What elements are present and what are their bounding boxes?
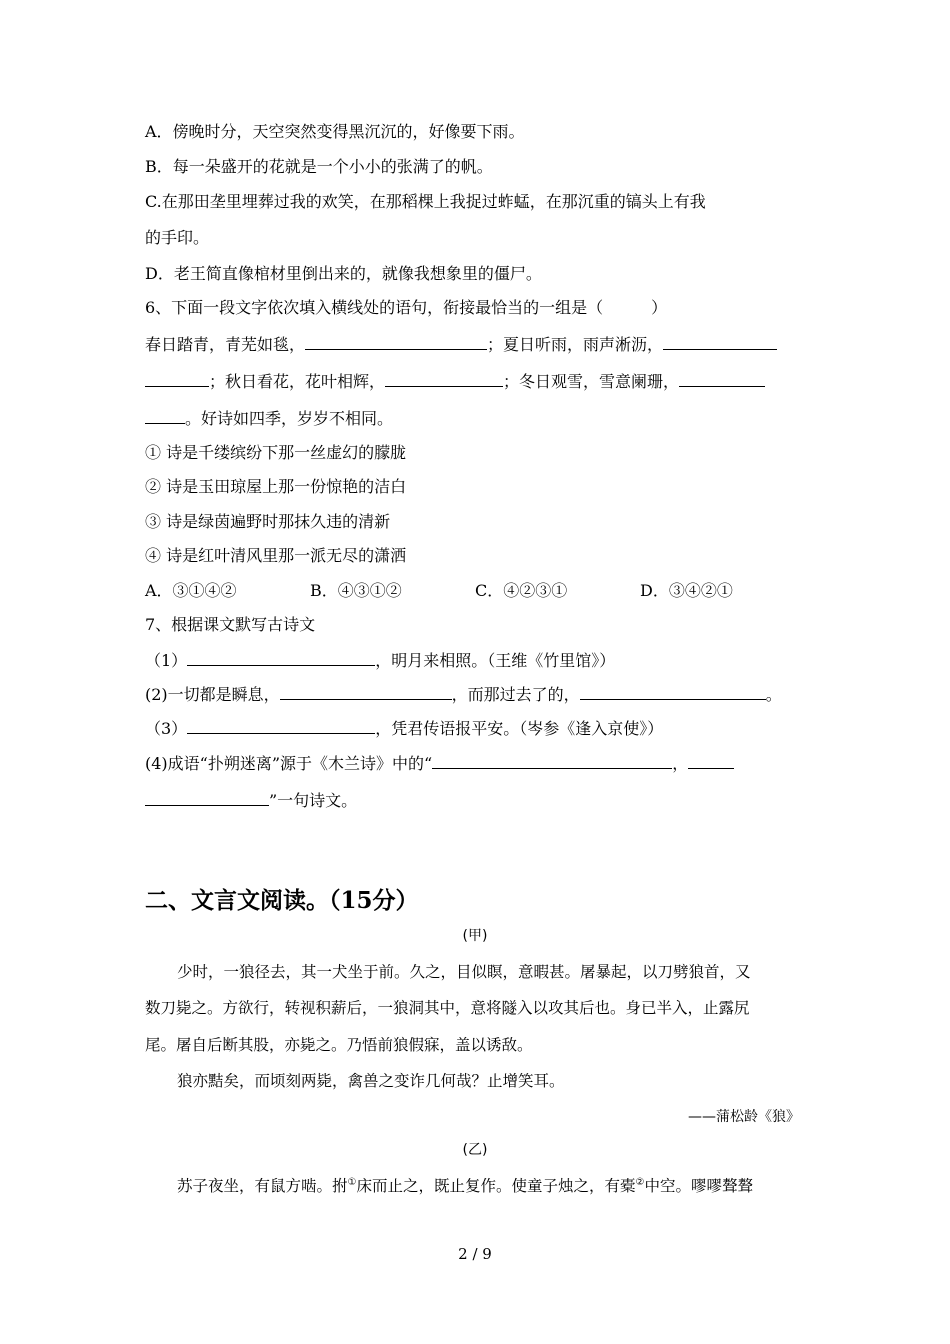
q6-choices [145,581,733,601]
passage-yi-text-a: 苏子夜坐，有鼠方啮。拊 [177,1177,348,1195]
page-number: 2 / 9 [458,1245,492,1263]
q6-line-2-b: ；冬日观雪，雪意阑珊， [503,372,680,391]
passage-jia-label: (甲) [462,928,488,944]
q6-blank-2[interactable] [663,334,777,350]
q5-option-b: B．每一朵盛开的花就是一个小小的张满了的帆。 [145,157,493,176]
passage-jia-source: ——蒲松龄《狼》 [688,1109,800,1125]
section-2-title: 二、文言文阅读。（15分） [145,887,419,914]
passage-jia-line-3: 尾。屠自后断其股，亦毙之。乃悟前狼假寐，盖以诱敌。 [145,1036,533,1054]
q6-item-1: ① 诗是千缕缤纷下那一丝虚幻的朦胧 [145,443,407,462]
q7-part-4-cont [145,790,357,811]
footnote-marker-2: ② [635,1177,645,1188]
q6-blank-4[interactable] [679,371,765,387]
q7-blank-1[interactable] [187,650,375,666]
q7-part-1-suffix: ，明月来相照。（王维《竹里馆》） [375,651,616,670]
q6-line-3-text: 。好诗如四季，岁岁不相同。 [185,409,394,428]
passage-yi-line-1 [177,1174,753,1196]
q6-line-1-b: ；夏日听雨，雨声淅沥， [487,335,664,354]
passage-jia-line-2: 数刀毙之。方欲行，转视积薪后，一狼洞其中，意将隧入以攻其后也。身已半入，止露尻 [145,999,750,1017]
q7-blank-4[interactable] [187,718,375,734]
q6-blank-3[interactable] [385,371,503,387]
q6-stem: 6、下面一段文字依次填入横线处的语句，衔接最恰当的一组是（ ） [145,298,668,317]
q7-blank-2[interactable] [280,684,452,700]
q5-option-c-cont: 的手印。 [145,228,210,247]
q7-blank-5[interactable] [432,753,672,769]
q7-part-4-prefix: (4)成语“扑朔迷离”源于《木兰诗》中的“ [145,754,433,773]
q7-part-1 [145,650,615,671]
q7-part-2 [145,684,782,705]
q7-part-4-mid: ， [672,754,689,773]
passage-yi-label: (乙) [462,1142,488,1158]
q6-item-2: ② 诗是玉田琼屋上那一份惊艳的洁白 [145,477,407,496]
q7-blank-6-cont[interactable] [145,790,269,806]
q7-part-3 [145,718,663,739]
q6-choice-c[interactable]: C．④②③① [475,581,568,600]
q7-part-2-prefix: (2)一切都是瞬息， [145,685,280,704]
q6-blank-2-cont[interactable] [145,371,209,387]
q6-blank-1[interactable] [305,334,487,350]
q6-line-2-a: ；秋日看花，花叶相辉， [209,372,386,391]
q6-item-3: ③ 诗是绿茵遍野时那抹久违的清新 [145,512,391,531]
passage-yi-text-c: 中空。嘐嘐聱聱 [644,1177,753,1195]
q7-part-3-suffix: ，凭君传语报平安。（岑参《逢入京使》） [375,719,664,738]
q6-item-4: ④ 诗是红叶清风里那一派无尽的潇洒 [145,546,407,565]
q6-choice-b[interactable]: B．④③①② [310,581,402,600]
q5-option-d: D．老王简直像棺材里倒出来的，就像我想象里的僵尸。 [145,264,542,283]
q7-stem: 7、根据课文默写古诗文 [145,615,316,634]
q7-part-3-prefix: （3） [145,719,188,738]
q7-blank-3[interactable] [580,684,766,700]
q6-line-1 [145,334,777,355]
passage-yi-text-b: 床而止之，既止复作。使童子烛之，有橐 [356,1177,636,1195]
q7-part-2-mid: ，而那过去了的， [451,685,580,704]
footnote-marker-1: ① [347,1177,357,1188]
q6-choice-a[interactable]: A．③①④② [145,581,237,600]
q6-choice-d[interactable]: D．③④②① [640,581,733,600]
q6-blank-4-cont[interactable] [145,408,185,424]
q7-part-4 [145,753,734,774]
passage-jia-line-4: 狼亦黠矣，而顷刻两毙，禽兽之变诈几何哉？止增笑耳。 [177,1072,565,1090]
q5-option-a: A．傍晚时分，天空突然变得黑沉沉的，好像要下雨。 [145,122,525,141]
passage-jia-line-1: 少时，一狼径去，其一犬坐于前。久之，目似瞑，意暇甚。屠暴起，以刀劈狼首，又 [177,963,751,981]
q6-line-3 [145,408,393,429]
q6-line-2 [145,371,765,392]
q7-part-1-prefix: （1） [145,651,188,670]
q6-line-1-a: 春日踏青，青芜如毯， [145,335,306,354]
q5-option-c: C.在那田垄里埋葬过我的欢笑，在那稻棵上我捉过蚱蜢，在那沉重的镐头上有我 [145,192,706,211]
q7-part-2-end: 。 [765,685,782,704]
q7-blank-6[interactable] [688,753,734,769]
q7-part-4-end: ”一句诗文。 [269,791,358,810]
